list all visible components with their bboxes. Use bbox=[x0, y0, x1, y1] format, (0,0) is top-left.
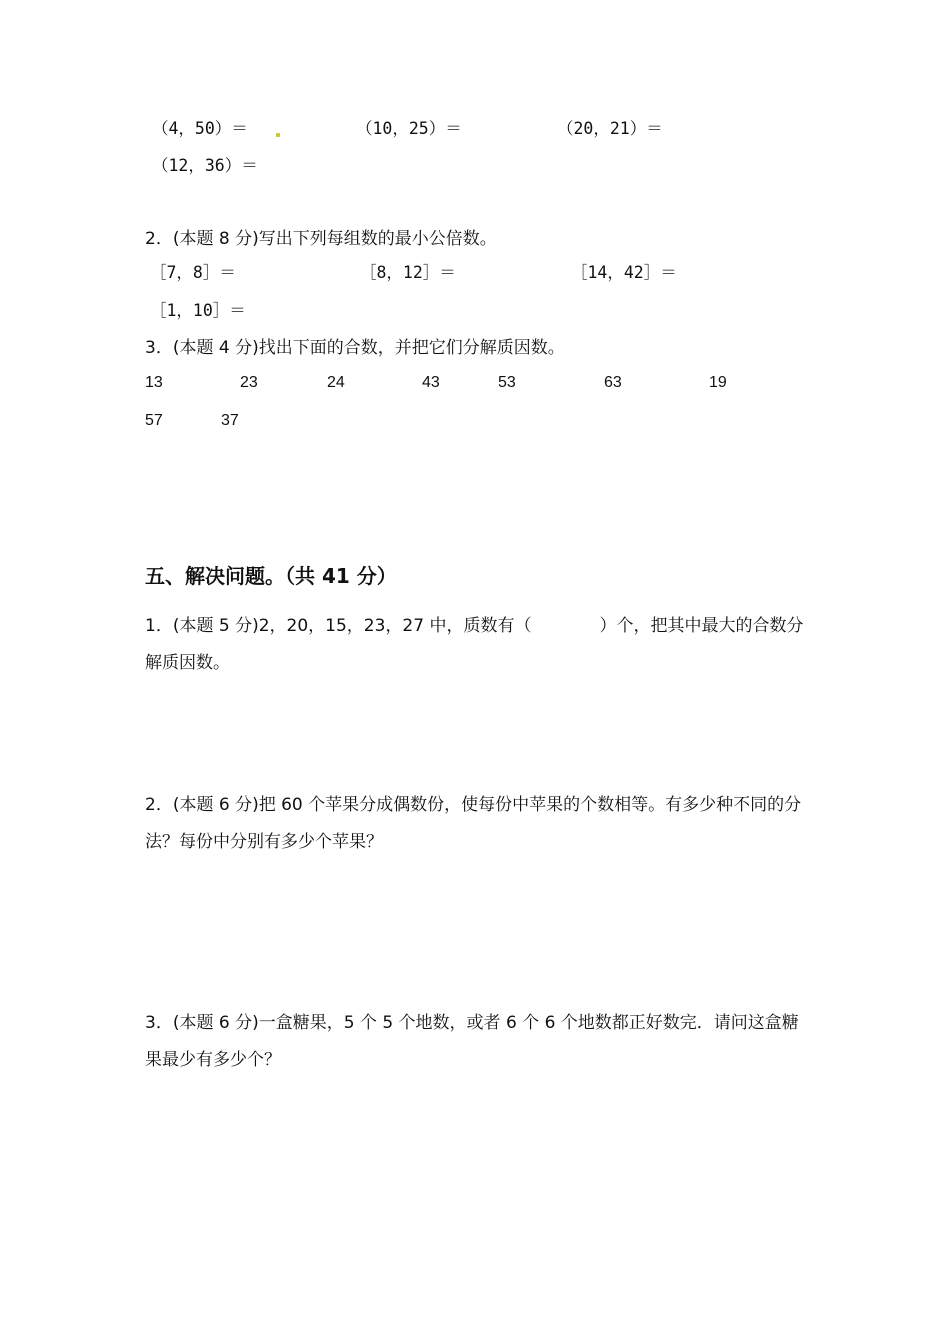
stray-mark bbox=[276, 133, 280, 137]
problem-2: 2．(本题 6 分)把 60 个苹果分成偶数份，使每份中苹果的个数相等。有多少种不同的分法？每份中分别有多少个苹果？ bbox=[145, 795, 802, 852]
number-item: 13 bbox=[145, 374, 163, 391]
problem-3: 3．(本题 6 分)一盒糖果，5 个 5 个地数，或者 6 个 6 个地数都正好数完．请问这盒糖果最少有多少个？ bbox=[145, 1013, 799, 1070]
gcd-item-2: （10，25）＝ bbox=[356, 119, 462, 138]
number-item: 43 bbox=[422, 374, 440, 391]
number-item: 57 bbox=[145, 412, 163, 429]
q2-title: 2．(本题 8 分)写出下列每组数的最小公倍数。 bbox=[145, 229, 497, 249]
lcm-item-1: ［7，8］＝ bbox=[150, 263, 236, 282]
lcm-item-4: ［1，10］＝ bbox=[150, 301, 246, 320]
section-heading: 五、解决问题。（共 41 分） bbox=[145, 564, 397, 588]
lcm-item-3: ［14，42］＝ bbox=[571, 263, 677, 282]
lcm-item-2: ［8，12］＝ bbox=[360, 263, 456, 282]
number-item: 53 bbox=[498, 374, 516, 391]
q3-title: 3．(本题 4 分)找出下面的合数，并把它们分解质因数。 bbox=[145, 338, 565, 358]
number-item: 24 bbox=[327, 374, 345, 391]
gcd-item-1: （4，50）＝ bbox=[152, 119, 248, 138]
gcd-item-3: （20，21）＝ bbox=[557, 119, 663, 138]
number-item: 23 bbox=[240, 374, 258, 391]
problem-1: 1．(本题 5 分)2，20，15，23，27 中，质数有（ ）个，把其中最大的合数分解质因数。 bbox=[145, 616, 804, 673]
number-item: 19 bbox=[709, 374, 727, 391]
number-item: 63 bbox=[604, 374, 622, 391]
number-item: 37 bbox=[221, 412, 239, 429]
gcd-item-4: （12，36）＝ bbox=[152, 156, 258, 175]
